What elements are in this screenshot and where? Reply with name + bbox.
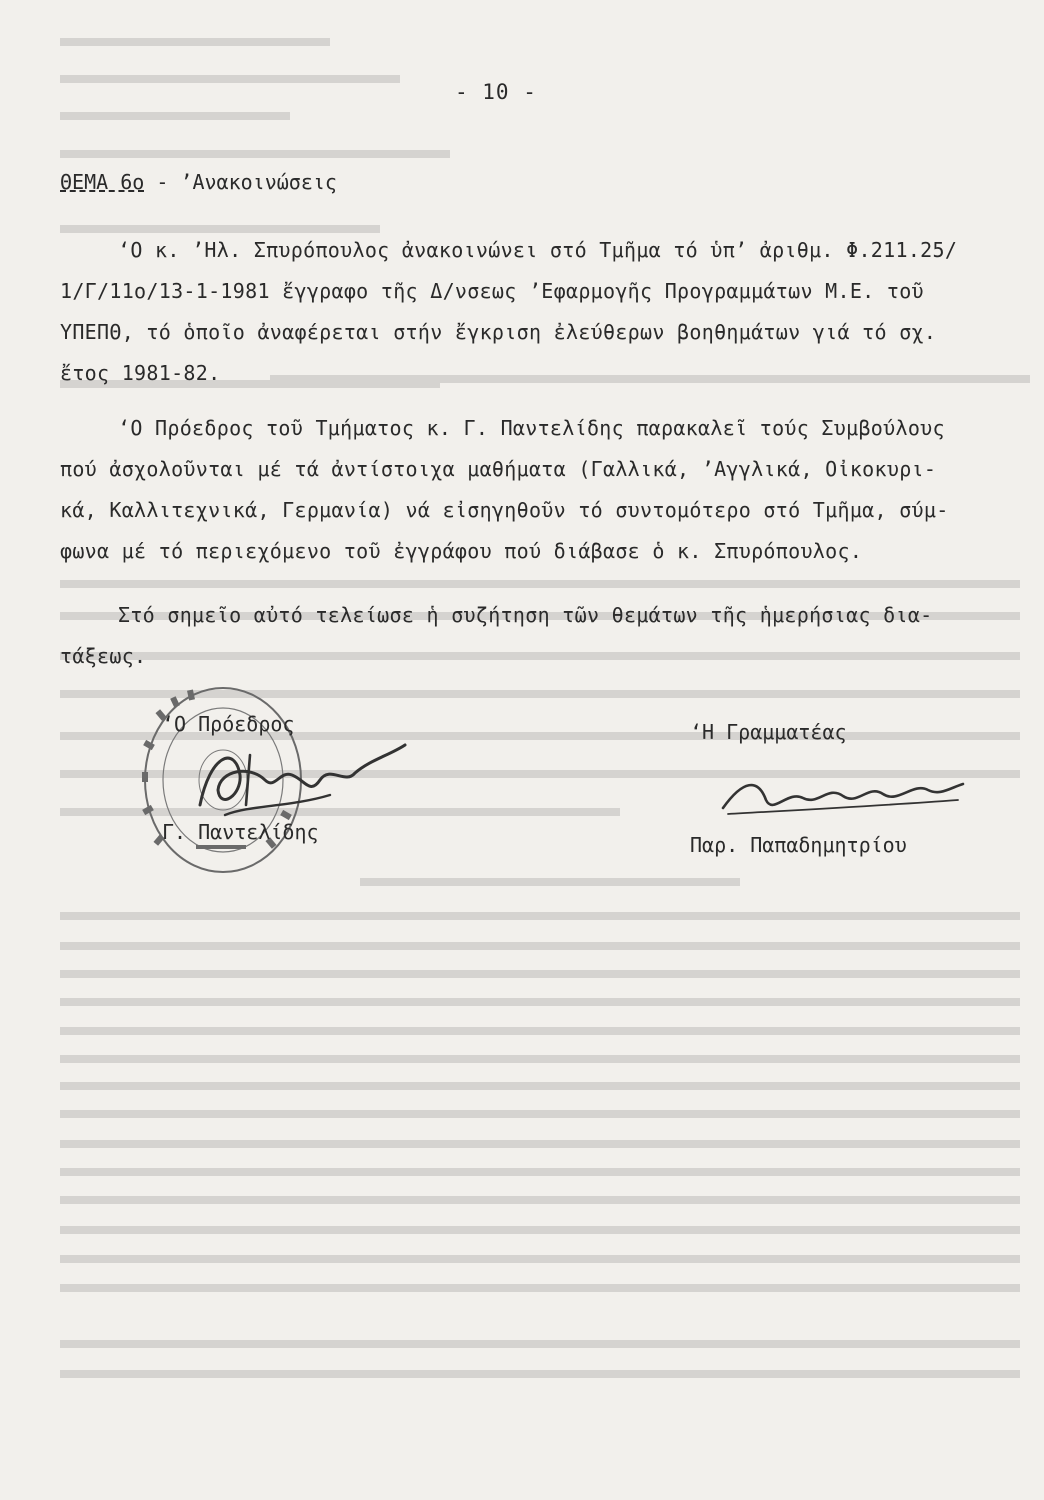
heading-separator: - [144,170,181,194]
chairman-title: ‘Ο Πρόεδρος [162,712,295,736]
secretary-name: Παρ. Παπαδημητρίου [690,833,907,857]
heading-label: ΘΕΜΑ 6ο [60,170,145,194]
page-number: - 10 - [455,80,537,104]
section-heading [60,170,337,194]
text-line: φωνα μέ τό περιεχόμενο τοῦ ἐγγράφου πού διάβασε ὁ κ. Σπυρόπουλος. [60,539,863,563]
text-line: κά, Καλλιτεχνικά, Γερμανία) νά εἰσηγηθοῦν τό συντομότερο στό Τμῆμα, σύμ- [60,498,949,522]
paragraph-announcement [60,230,1020,394]
chairman-name: Γ. Παντελίδης [162,820,319,844]
text-line: ‘Ο κ. ’Ηλ. Σπυρόπουλος ἀνακοινώνει στό Τμῆμα τό ὑπ’ ἀριθμ. Φ.211.25/ [118,238,958,262]
text-line: πού ἀσχολοῦνται μέ τά ἀντίστοιχα μαθήματα (Γαλλικά, ’Αγγλικά, Οἰκοκυρι- [60,457,937,481]
text-line: ‘Ο Πρόεδρος τοῦ Τμήματος κ. Γ. Παντελίδης παρακαλεῖ τούς Συμβούλους [118,416,945,440]
paragraph-request [60,408,1020,572]
text-line: ἔτος 1981-82. [60,361,221,385]
text-line: Στό σημεῖο αὐτό τελείωσε ἡ συζήτηση τῶν θεμάτων τῆς ἡμερήσιας δια- [118,603,933,627]
chairman-signature [180,735,420,825]
secretary-title: ‘Η Γραμματέας [690,720,847,744]
heading-title: ’Ανακοινώσεις [180,170,337,194]
paragraph-closing [60,595,1020,677]
text-line: 1/Γ/11ο/13-1-1981 ἔγγραφο τῆς Δ/νσεως ’Εφαρμογῆς Προγραμμάτων Μ.Ε. τοῦ [60,279,924,303]
secretary-signature [718,770,968,820]
text-line: ΥΠΕΠΘ, τό ὁποῖο ἀναφέρεται στήν ἔγκριση ἐλεύθερων βοηθημάτων γιά τό σχ. [60,320,937,344]
text-line: τάξεως. [60,644,147,668]
